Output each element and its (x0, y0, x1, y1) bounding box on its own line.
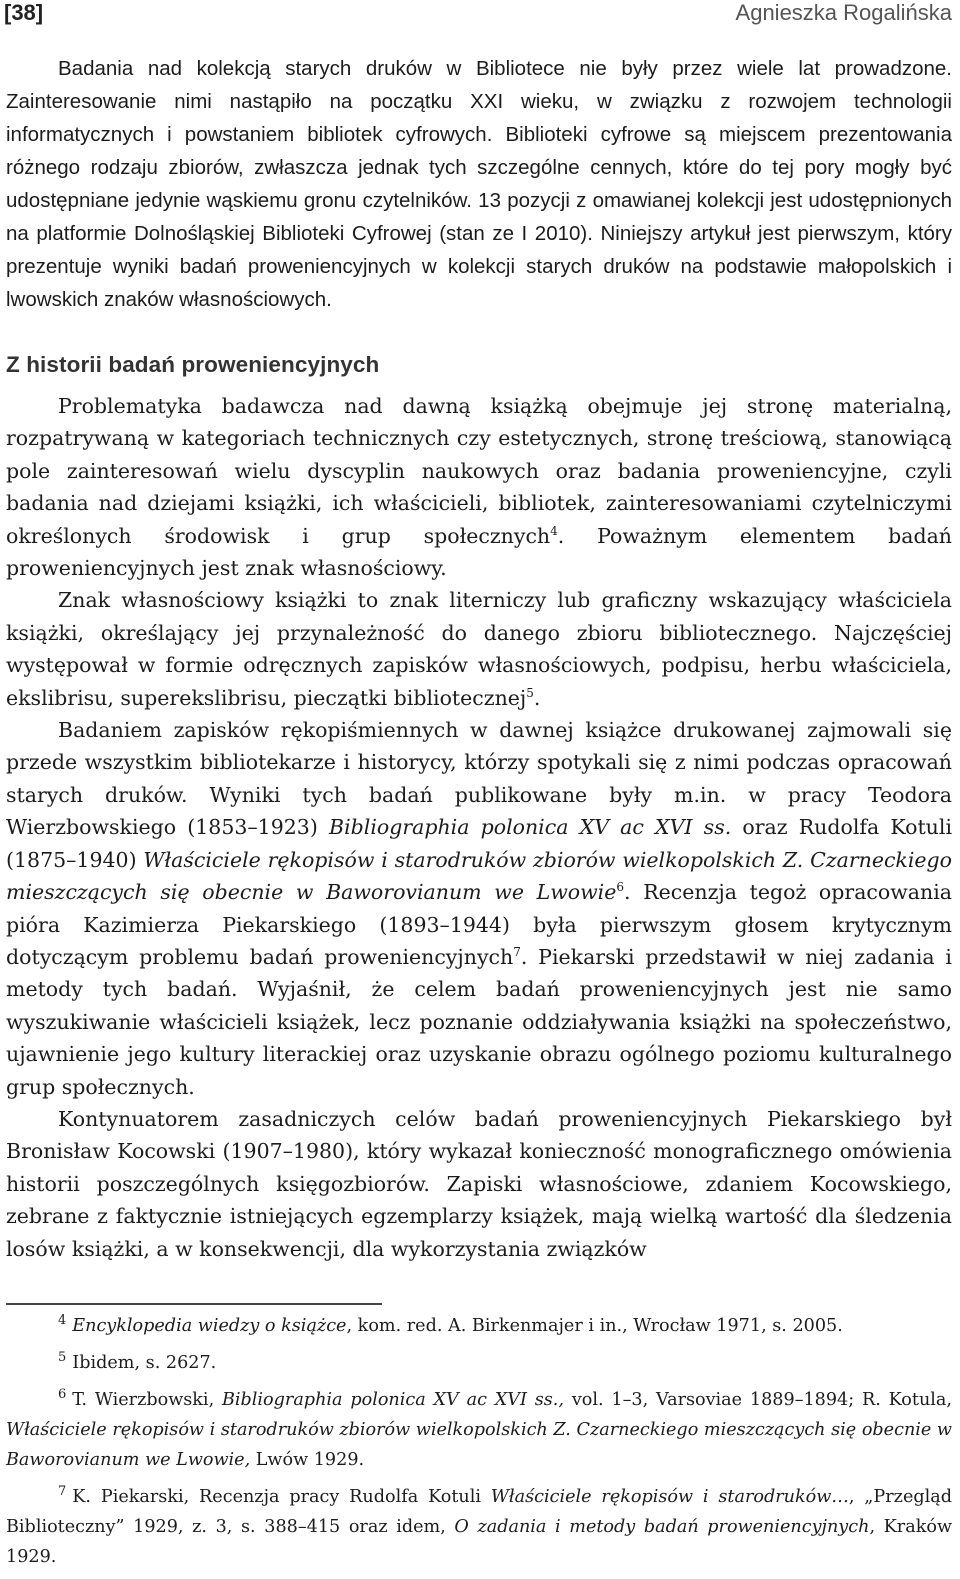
body-paragraph-2 (6, 584, 952, 714)
paragraph-text: . Piekarski przedstawił w niej zadania i metody tych badań. Wyjaśnił, że celem badań proweniencyjnych jest nie samo wyszukiwanie właścicieli książek, lecz poznanie oddziaływania książki na społeczeństwo, ujawnienie jego kultury literackiej oraz uzyskanie obrazu ogólnego poziomu kulturalnego grup społecznych. (6, 944, 952, 1099)
footnote-divider (6, 1303, 382, 1305)
work-title: Właściciele rękopisów i starodruków… (490, 1487, 849, 1507)
footnote-ref[interactable]: 6 (616, 880, 625, 895)
footnote-number: 6 (58, 1387, 67, 1403)
footnotes (6, 1311, 952, 1579)
footnote-5 (6, 1348, 952, 1378)
footnote-number: 5 (58, 1350, 67, 1366)
footnote-number: 7 (58, 1484, 67, 1500)
footnote-ref[interactable]: 4 (550, 523, 558, 538)
footnote-text: , Kraków 1929. (6, 1517, 953, 1567)
footnote-ref[interactable]: 7 (513, 945, 521, 960)
section-heading: Z historii badań proweniencyjnych (6, 352, 380, 377)
footnote-text: T. Wierzbowski, (72, 1390, 222, 1410)
article-body (6, 52, 952, 1265)
paragraph-text: . (533, 685, 541, 710)
work-title: Bibliographia polonica XV ac XVI ss. (329, 815, 732, 840)
footnote-6 (6, 1385, 952, 1475)
work-title: Właściciele rękopisów i starodruków zbiorów wielkopolskich Z. Czarneckiego mieszczących się obecnie w Baworovianum we Lwowie, (6, 1420, 952, 1470)
footnote-text: , „Przegląd Biblioteczny” 1929, z. 3, s. 388–415 oraz idem, (6, 1487, 952, 1537)
body-paragraph-4: Kontynuatorem zasadniczych celów badań proweniencyjnych Piekarskiego był Bronisław Kocowski (1907–1980), który wykazał konieczność monograficznego omówienia historii poszczególnych księgozbiorów. Zapiski własnościowe, zdaniem Kocowskiego, zebrane z faktycznie istniejących egzemplarzy książek, mają wielką wartość dla śledzenia losów książki, a w konsekwencji, dla wykorzystania związków (6, 1106, 952, 1261)
paragraph-text: . Recenzja tegoż opracowania pióra Kazimierza Piekarskiego (1893–1944) była pierwszym głosem krytycznym dotyczącym problemu badań proweniencyjnych (6, 880, 952, 969)
running-author: Agnieszka Rogalińska (735, 0, 952, 25)
footnote-4 (6, 1311, 952, 1341)
footnote-text: Lwów 1929. (250, 1450, 365, 1470)
footnote-text: K. Piekarski, Recenzja pracy Rudolfa Kotuli (72, 1487, 491, 1507)
footnote-text: Ibidem, s. 2627. (72, 1353, 217, 1373)
work-title: Właściciele rękopisów i starodruków zbiorów wielkopolskich Z. Czarneckiego mieszczących się obecnie w Baworovianum we Lwowie (6, 847, 953, 905)
paragraph-text: Badaniem zapisków rękopiśmiennych w dawnej książce drukowanej zajmowali się przede wszystkim bibliotekarze i historycy, którzy spotykali się z nimi podczas opracowań starych druków. Wyniki tych badań publikowane były m.in. w pracy Teodora Wierzbowskiego (1853–1923) (6, 718, 952, 840)
paragraph-text: oraz Rudolfa Kotuli (1875–1940) (6, 815, 952, 872)
body-paragraph-3 (6, 714, 952, 1103)
footnote-number: 4 (58, 1313, 67, 1329)
running-header (4, 0, 952, 32)
work-title: Bibliographia polonica XV ac XVI ss., (221, 1390, 564, 1410)
paragraph-text: Znak własnościowy książki to znak literniczy lub graficzny wskazujący właściciela książki, określający jej przynależność do danego zbioru bibliotecznego. Najczęściej występował w formie odręcznych zapisków własnościowych, podpisu, herbu właściciela, ekslibrisu, superekslibrisu, pieczątki bibliotecznej (6, 588, 952, 710)
body-paragraph-1 (6, 390, 952, 584)
footnote-7 (6, 1482, 952, 1572)
footnote-ref[interactable]: 5 (526, 685, 534, 700)
paragraph-text: . Poważnym elementem badań proweniencyjnych jest znak własnościowy. (6, 523, 952, 581)
page-number: [38] (4, 0, 44, 25)
work-title: Encyklopedia wiedzy o książce (72, 1316, 347, 1336)
footnote-text: vol. 1–3, Varsoviae 1889–1894; R. Kotula, (564, 1390, 953, 1410)
paragraph-text: Problematyka badawcza nad dawną książką obejmuje jej stronę materialną, rozpatrywaną w kategoriach technicznych czy estetycznych, stronę treściową, stanowiącą pole zainteresowań wielu dyscyplin naukowych oraz badania proweniencyjne, czyli badania nad dziejami książki, ich właścicieli, bibliotek, zainteresowaniami czytelniczymi określonych środowisk i grup społecznych (6, 394, 952, 548)
intro-paragraph: Badania nad kolekcją starych druków w Bibliotece nie były przez wiele lat prowadzone. Zainteresowanie nimi nastąpiło na początku XXI wieku, w związku z rozwojem technologii informatycznych i powstaniem bibliotek cyfrowych. Biblioteki cyfrowe są miejscem prezentowania różnego rodzaju zbiorów, zwłaszcza jednak tych szczególne cennych, które do tej pory mogły być udostępniane jedynie wąskiemu gronu czytelników. 13 pozycji z omawianej kolekcji jest udostępnionych na platformie Dolnośląskiej Biblioteki Cyfrowej (stan ze I 2010). Niniejszy artykuł jest pierwszym, który prezentuje wyniki badań proweniencyjnych w kolekcji starych druków na podstawie małopolskich i lwowskich znaków własnościowych. (6, 57, 952, 311)
footnote-text: , kom. red. A. Birkenmajer i in., Wrocław 1971, s. 2005. (346, 1316, 843, 1336)
work-title: O zadania i metody badań proweniencyjnych (454, 1517, 870, 1537)
